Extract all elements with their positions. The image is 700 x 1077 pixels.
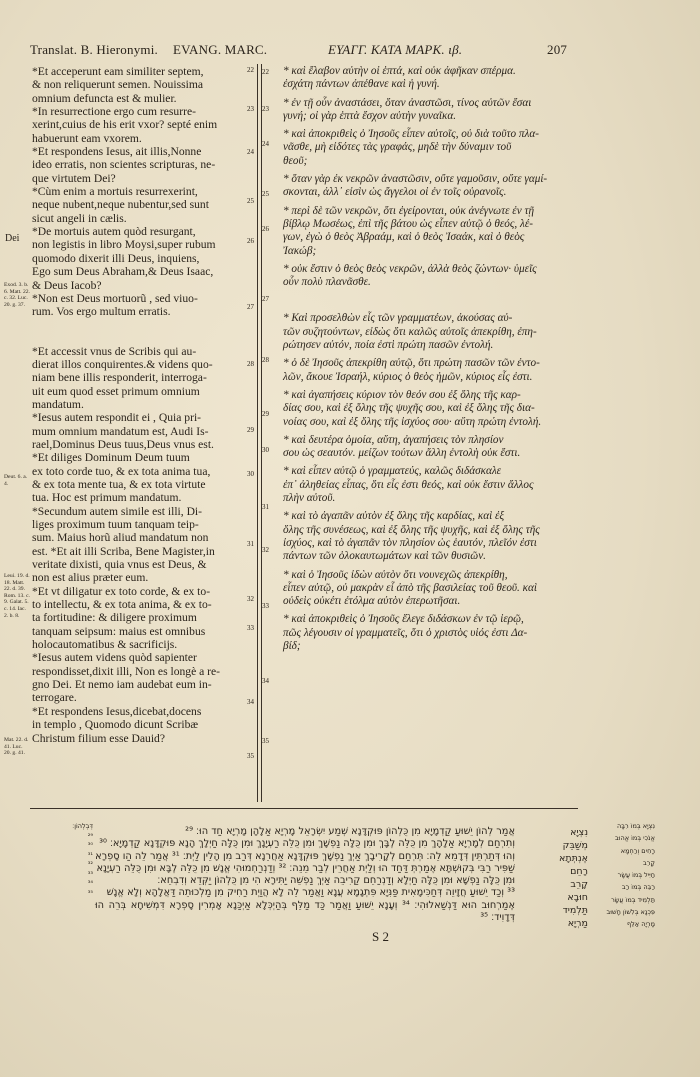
latin-line: habuerunt eam vxorem. [32, 131, 142, 145]
latin-verse-number: 31 [247, 540, 254, 548]
greek-verse-number: 33 [262, 602, 269, 610]
greek-line: ἐπ᾽ ἀληθείας εἶπας, ὅτι εἷς ἐστι θεός, καὶ οὐκ ἔστιν ἄλλος [283, 478, 534, 491]
greek-line: βίδ; [283, 639, 301, 652]
greek-verse-number: 29 [262, 410, 269, 418]
greek-line: βίβλῳ Μωσέως, ἐπὶ τῆς βάτου ὡς εἶπεν αὐτῷ ὁ θεός, λέ- [283, 217, 533, 230]
greek-line: * καὶ ὁ Ἰησοῦς ἰδὼν αὐτὸν ὅτι νουνεχῶς ἀπεκρίθη, [283, 568, 508, 581]
hebrew-margin-line: ³³ [87, 869, 93, 878]
hebrew-main-text [95, 826, 515, 924]
greek-column [283, 65, 573, 658]
latin-line: holocautomatibus & sacrificijs. [32, 638, 178, 652]
dei-marker: Dei [5, 233, 20, 244]
hebrew-line: אֲמַר לְהוֹן יֵשׁוּעַ קַדְמָיָא מִן כֻּלְהוֹן פּוּקְדָּנָא שְׁמַע יִשְׂרָאֵל מָרְיָא אַלָהָן מָרְיָא חַד הוּ׃ ²⁹ [185, 826, 515, 837]
hebrew-margin-line: ²⁹ [87, 831, 93, 840]
greek-line: γυνή; οἱ γὰρ ἑπτὰ ἔσχον αὐτὴν γυναῖκα. [283, 109, 457, 122]
latin-verse-number: 32 [247, 595, 254, 603]
latin-line: in templo , Quomodo dicunt Scribæ [32, 718, 199, 732]
latin-line: Ego sum Deus Abraham,& Deus Isaac, [32, 265, 214, 279]
greek-verse-number: 35 [262, 737, 269, 745]
hebrew-word: נִצְיָא [570, 827, 588, 838]
latin-verse-number: 33 [247, 624, 254, 632]
latin-line: sum. Maius horũ aliud mandatum non [32, 531, 209, 545]
greek-verse-22 [283, 65, 573, 92]
hebrew-line: שַׁפִּיר רַבִּי בְּקוּשְׁתָּא אֶמַרְתְּ דַּחַד הוּ וְלַיְת אַחֲרֵין לְבַר מֵנֵה׃ ³² וְדַנְרַחְמוּהִי אֱנָשׁ מִן כֻּלֵּה לֶבָּא וּמִן כֻּלֵּה רַעְיָנָא [96, 862, 515, 874]
latin-line: *Et respondens Iesus, ait illis,Nonne [32, 145, 202, 159]
greek-line: ἐσχάτη πάντων ἀπέθανε καὶ ἡ γυνή. [283, 78, 440, 91]
latin-line: to intellectu, & ex tota anima, & ex to- [32, 598, 212, 612]
greek-line: σου ὡς σεαυτόν. μείζων τούτων ἄλλη ἐντολὴ οὐκ ἔστι. [283, 447, 521, 460]
hebrew-word: קָרֵב [570, 879, 588, 890]
hebrew-margin-line: ³⁴ [87, 879, 93, 887]
greek-verse-number: 34 [262, 677, 269, 685]
greek-line: οὖν πολὺ πλανᾶσθε. [283, 276, 371, 289]
hebrew-word: מְשַׁבֵּק [562, 840, 588, 851]
greek-line: Ἰακώβ; [283, 244, 317, 257]
hebrew-margin-line: ³² [87, 860, 93, 868]
latin-verse-number: 29 [247, 426, 254, 434]
hebrew-note: חַיִּיל בְּמוֹ עֲשָׂר [617, 871, 655, 880]
hebrew-margin-line: ³⁵ [87, 888, 93, 897]
hebrew-line: וּמִן כֻּלָּה נַפְשָׁא וּמִן כֻּלָּה חַיְלָא וְדַנְרַחֵם קַרִיבֵה אַיְךְ נַפְשֵׁה יַתִּירָא הִי מִן כֻּלְהוֹן יַקְּדֵא וְדִבְחֵא׃ [157, 875, 515, 887]
header-latin-title: Translat. B. Hieronymi. [30, 42, 158, 57]
hebrew-right-notes [590, 820, 655, 931]
latin-line: sicut angeli in cælis. [32, 211, 127, 225]
latin-line: respondisset,dixit illi, Non es longè a re- [32, 664, 221, 678]
latin-line: non est alius præter eum. [32, 571, 149, 585]
latin-line: dierat illos conquirentes.& videns quo- [32, 357, 213, 371]
greek-line: * ὁ δὲ Ἰησοῦς ἀπεκρίθη αὐτῷ, ὅτι πρώτη πασῶν τῶν ἐντο- [283, 357, 540, 370]
latin-line: & ex tota mente tua, & ex tota virtute [32, 477, 206, 491]
greek-line: τῶν συζητούντων, εἰδὼς ὅτι καλῶς αὐτοῖς ἀπεκρίθη, ἐπη- [283, 325, 537, 338]
greek-verse-32 [283, 465, 573, 505]
greek-verse-34 [283, 569, 573, 609]
greek-verse-30 [283, 389, 573, 429]
greek-line: * καὶ τὸ ἀγαπᾶν αὐτὸν ἐξ ὅλης τῆς καρδίας, καὶ ἐξ [283, 510, 505, 523]
margin-ref-leviticus: Leui. 19. d. 18. Matt. 22. d. 39. Rom. 13. c. 9. Galat. 5. c. 14. Iac. 2. b. 8. [4, 573, 30, 619]
greek-verse-35 [283, 613, 573, 653]
greek-line: * περὶ δὲ τῶν νεκρῶν, ὅτι ἐγείρονται, οὐκ ἀνέγνωτε ἐν τῇ [283, 204, 535, 217]
greek-line: πῶς λέγουσιν οἱ γραμματεῖς, ὅτι ὁ χριστὸς υἱός ἐστι Δα- [283, 626, 528, 639]
latin-line: & non reliquerunt semen. Nouissima [32, 78, 203, 92]
latin-line: ex toto corde tuo, & ex tota anima tua, [32, 464, 211, 478]
hebrew-right-words [528, 826, 588, 930]
greek-verse-number: 25 [262, 190, 269, 198]
latin-line: ta fortitudine: & diligere proximum [32, 611, 197, 625]
latin-verse-number: 34 [247, 698, 254, 706]
column-rule-left [257, 64, 258, 802]
greek-line: θεοῦ; [283, 154, 308, 167]
greek-verse-number: 26 [262, 225, 269, 233]
greek-verse-number: 23 [262, 105, 269, 113]
latin-line: neque nubent,neque nubentur,sed sunt [32, 198, 209, 212]
latin-line: *Et diliges Dominum Deum tuum [32, 451, 190, 465]
greek-verse-27 [283, 263, 573, 290]
latin-line: *Secundum autem simile est illi, Di- [32, 504, 203, 518]
latin-verse-number: 35 [247, 752, 254, 760]
greek-verse-26 [283, 205, 573, 258]
column-rule-right [261, 64, 262, 802]
greek-line: δίας σου, καὶ ἐξ ὅλης τῆς ψυχῆς σου, καὶ ἐξ ὅλης τῆς δια- [283, 402, 535, 415]
greek-verse-number: 28 [262, 356, 269, 364]
latin-line: rael,Dominus Deus tuus,Deus vnus est. [32, 437, 214, 451]
latin-line: rum. Vos ergo multum erratis. [32, 305, 171, 319]
hebrew-note: תַּלְמִיד בְּמוֹ עֲשָׂר [611, 895, 655, 904]
greek-verse-number: 32 [262, 546, 269, 554]
latin-line: non legistis in libro Moysi,super rubum [32, 238, 216, 252]
greek-line: ἰσχύος, καὶ τὸ ἀγαπᾶν τὸν πλησίον ὡς ἑαυτόν, πλεῖόν ἐστι [283, 536, 537, 549]
greek-line: λῶν, ἄκουε Ἰσραήλ, κύριος ὁ θεὸς ἡμῶν, κύριος εἷς ἐστι. [283, 370, 533, 383]
hebrew-divider-rule [30, 808, 578, 809]
latin-line: Christum filium esse Dauid? [32, 731, 165, 745]
signature-mark: S 2 [372, 929, 389, 944]
hebrew-line: אֶמַרְחוּב הוּא דַּנְשַׁאלוּהִי׃ ³⁴ וְעָנָא יֵשׁוּעַ וַאֲמַר כַּד מַלֵּף בְּהַיְכְּלָא אַיְכַּנָא אָמְרִין סָפְרָא דִּמְשִׁיחָא בְּרֵה הוּ דְּדָוִיד׃ ³⁵ [95, 899, 516, 924]
latin-line: *Et accessit vnus de Scribis qui au- [32, 344, 197, 358]
greek-line: οὐδεὶς οὐκέτι ἐτόλμα αὐτὸν ἐπερωτῆσαι. [283, 595, 461, 608]
latin-line: que virtutem Dei? [32, 171, 116, 185]
hebrew-note: קָרֵב [642, 858, 655, 867]
latin-line: *Iesus autem videns quòd sapienter [32, 651, 197, 665]
hebrew-margin-line: ³⁰ [87, 841, 93, 849]
latin-line: *In resurrectione ergo cum resurre- [32, 105, 196, 119]
greek-line: ρώτησεν αὐτόν, ποία ἐστὶ πρώτη πασῶν ἐντολή. [283, 339, 494, 352]
latin-line: mum omnium mandatum est, Audi Is- [32, 424, 209, 438]
margin-ref-matt: Mat. 22. d. 41. Luc. 20. g. 41. [4, 737, 29, 757]
hebrew-word: אֶנְתְּתָא [559, 853, 588, 864]
latin-verse-number: 25 [247, 197, 254, 205]
hebrew-note: רַבֵּה בְּמוֹ רַב [621, 883, 655, 892]
greek-line: * καὶ εἶπεν αὐτῷ ὁ γραμματεύς, καλῶς διδάσκαλε [283, 465, 502, 478]
latin-line: liges proximum tuum tanquam teip- [32, 518, 199, 531]
latin-line: gno Dei. Et nemo iam audebat eum in- [32, 678, 212, 692]
greek-line: νοίας σου, καὶ ἐξ ὅλης τῆς ἰσχύος σου· αὕτη πρώτη ἐντολή. [283, 415, 542, 428]
latin-line: *Et respondens Iesus,dicebat,docens [32, 704, 202, 718]
latin-line: tua. Hoc est primum mandatum. [32, 491, 182, 505]
greek-line: σκονται, ἀλλ᾽ εἰσὶν ὡς ἄγγελοι οἱ ἐν τοῖς οὐρανοῖς. [283, 186, 507, 199]
latin-verse-number: 22 [247, 66, 254, 74]
greek-line: εἶπεν αὐτῷ, οὐ μακρὰν εἶ ἀπὸ τῆς βασιλείας τοῦ θεοῦ. καὶ [283, 581, 538, 594]
latin-verse-number: 24 [247, 148, 254, 156]
latin-verse-number: 27 [247, 303, 254, 311]
latin-line: tanquam seipsum: maius est omnibus [32, 624, 206, 638]
hebrew-note: פִּכְנָא בְּלִשׁוֹן חָשׁוּב [606, 908, 655, 917]
greek-line: πλὴν αὐτοῦ. [283, 492, 336, 505]
greek-line: * καὶ δευτέρα ὁμοία, αὕτη, ἀγαπήσεις τὸν πλησίον [283, 433, 504, 446]
greek-line: * οὐκ ἔστιν ὁ θεὸς θεὸς νεκρῶν, ἀλλὰ θεὸς ζώντων· ὑμεῖς [283, 262, 537, 275]
latin-verse-number: 30 [247, 470, 254, 478]
latin-verse-number: 23 [247, 105, 254, 113]
hebrew-left-margin [35, 822, 93, 898]
latin-line: *Et acceperunt eam similiter septem, [32, 65, 204, 78]
greek-spacer [283, 294, 573, 312]
hebrew-line: וְהוּ דְּתַרְתֵּין דְּדָמֵא לֵה׃ תְּרְחַם לְקָרִיבָךְ אַיְךְ נַפְשָׁךְ פּוּקְדָּנָא אַחֲרֵנָא דְּרַב מִן הָלֵין לַיְת׃ ³¹ אֲמַר לֵה הַו סָפְרָא [95, 850, 515, 862]
margin-ref-exodus: Exod. 3. b. 6. Matt. 22. c. 32. Luc. 20. g. 37. [4, 282, 30, 308]
hebrew-note: נִצְיָא בְּמוֹ רִבָּה [616, 822, 655, 830]
latin-line: *Et vt diligatur ex toto corde, & ex to- [32, 584, 211, 598]
latin-column [32, 65, 247, 745]
latin-line: ideo erratis, non scientes scripturas, ne- [32, 158, 216, 172]
page-number: 207 [547, 42, 568, 57]
latin-line: *De mortuis autem quòd resurgant, [32, 225, 196, 239]
greek-verse-number: 31 [262, 503, 269, 511]
hebrew-note: רָחִים וְרַחְמָא [620, 846, 655, 855]
latin-line: & Deus Iacob? [32, 278, 102, 292]
greek-line: νᾶσθε, μὴ εἰδότες τὰς γραφάς, μηδὲ τὴν δύναμιν τοῦ [283, 141, 512, 154]
latin-line: *Non est Deus mortuorũ , sed viuo- [32, 291, 198, 305]
latin-line: omnium defuncta est & mulier. [32, 91, 177, 105]
header-evangelium: EVANG. MARC. [173, 42, 268, 57]
hebrew-margin-line: ³¹ [87, 850, 93, 859]
greek-line: πάντων τῶν ὁλοκαυτωμάτων καὶ τῶν θυσιῶν. [283, 550, 486, 563]
greek-line: * καὶ ἀγαπήσεις κύριον τὸν θεόν σου ἐξ ὅλης τῆς καρ- [283, 388, 521, 401]
greek-line: * καὶ ἀποκριθεὶς ὁ Ἰησοῦς εἶπεν αὐτοῖς, οὐ διὰ τοῦτο πλα- [283, 128, 539, 141]
hebrew-note: מָרְיָה אַלֵּף [626, 920, 655, 929]
greek-verse-31 [283, 434, 573, 461]
latin-line: uit eum quod esset primum omnium [32, 384, 200, 398]
hebrew-note: אֱנֹכִי בְּמוֹ אֱהוּב [614, 834, 655, 843]
hebrew-line: וְתִרְחַם לְמָרְיָא אַלָהָךְ מִן כֻּלֵּה לֶבָּךְ וּמִן כֻּלָּה נַפְשָׁךְ וּמִן כֻּלֵּה רַעְיָנָךְ וּמִן כֻּלָּה חַיְלָךְ הָנָא פּוּקְדָּנָא קַדְמָיָא׃ ³⁰ [99, 838, 515, 850]
header-greek-title: ΕΥΑΓΓ. ΚΑΤΑ ΜΑΡΚ. ιβ. [328, 42, 463, 57]
latin-line: est. *Et ait illi Scriba, Bene Magister,in [32, 544, 215, 558]
greek-verse-29 [283, 357, 573, 384]
latin-line: veritate dixisti, quia vnus est Deus, & [32, 558, 207, 572]
hebrew-line: ³³ וְכַד יֵשׁוּעַ חֲזָיוֵה דְּחַכִּימָאִית פַּנִּיָא פִּתְגָמָא עֲנָא וַאֲמַר לֵה לָא הֲוַיְת רַחִיק מִן מַלְכוּתֵה דַּאֲלָהָא וְלָא אֱנָשׁ [106, 887, 515, 899]
greek-verse-24 [283, 128, 573, 168]
latin-line: *Cùm enim a mortuis resurrexerint, [32, 185, 198, 199]
latin-line: *Iesus autem respondit ei , Quia pri- [32, 411, 202, 425]
latin-line: xerint,cuius de his erit vxor? septé enim [32, 118, 218, 132]
latin-verse-number: 26 [247, 237, 254, 245]
greek-line: ὅλης τῆς συνέσεως, καὶ ἐξ ὅλης τῆς ψυχῆς, καὶ ἐξ ὅλης τῆς [283, 523, 540, 536]
greek-verse-25 [283, 173, 573, 200]
latin-line: quomodo dixerit illi Deus, inquiens, [32, 251, 200, 265]
latin-line: terrogare. [32, 691, 77, 705]
greek-verse-number: 22 [262, 68, 269, 76]
greek-verse-number: 30 [262, 446, 269, 454]
hebrew-word: חוּבָא [567, 892, 588, 903]
greek-line: γων, ἐγὼ ὁ θεὸς Ἀβραάμ, καὶ ὁ θεὸς Ἰσαάκ, καὶ ὁ θεὸς [283, 231, 525, 244]
greek-verse-23 [283, 97, 573, 124]
latin-spacer [32, 319, 247, 345]
hebrew-margin-line: דְּבְלְהוֹן׃ [72, 822, 93, 830]
hebrew-word: רָחֵם [570, 866, 588, 877]
greek-verse-number: 27 [262, 295, 269, 303]
hebrew-word: מַרְיָא [567, 918, 588, 929]
latin-line: mandatum. [32, 397, 84, 411]
greek-verse-33 [283, 510, 573, 563]
greek-verse-28 [283, 312, 573, 352]
greek-line: * καὶ ἀποκριθεὶς ὁ Ἰησοῦς ἔλεγε διδάσκων ἐν τῷ ἱερῷ, [283, 613, 524, 626]
greek-line: * ὅταν γὰρ ἐκ νεκρῶν ἀναστῶσιν, οὔτε γαμοῦσιν, οὔτε γαμί- [283, 173, 548, 186]
greek-verse-number: 24 [262, 140, 269, 148]
greek-line: * ἐν τῇ οὖν ἀναστάσει, ὅταν ἀναστῶσι, τίνος αὐτῶν ἔσαι [283, 96, 532, 109]
latin-verse-number: 28 [247, 360, 254, 368]
greek-line: * καὶ ἔλαβον αὐτὴν οἱ ἑπτά, καὶ οὐκ ἀφῆκαν σπέρμα. [283, 65, 516, 77]
greek-line: * Καὶ προσελθὼν εἷς τῶν γραμματέων, ἀκούσας αὐ- [283, 312, 513, 325]
latin-line: niam bene illis responderit, interroga- [32, 371, 207, 385]
margin-ref-deut: Deut. 6. a. 4. [4, 474, 28, 487]
hebrew-word: תַּלְמִיד [562, 905, 588, 916]
